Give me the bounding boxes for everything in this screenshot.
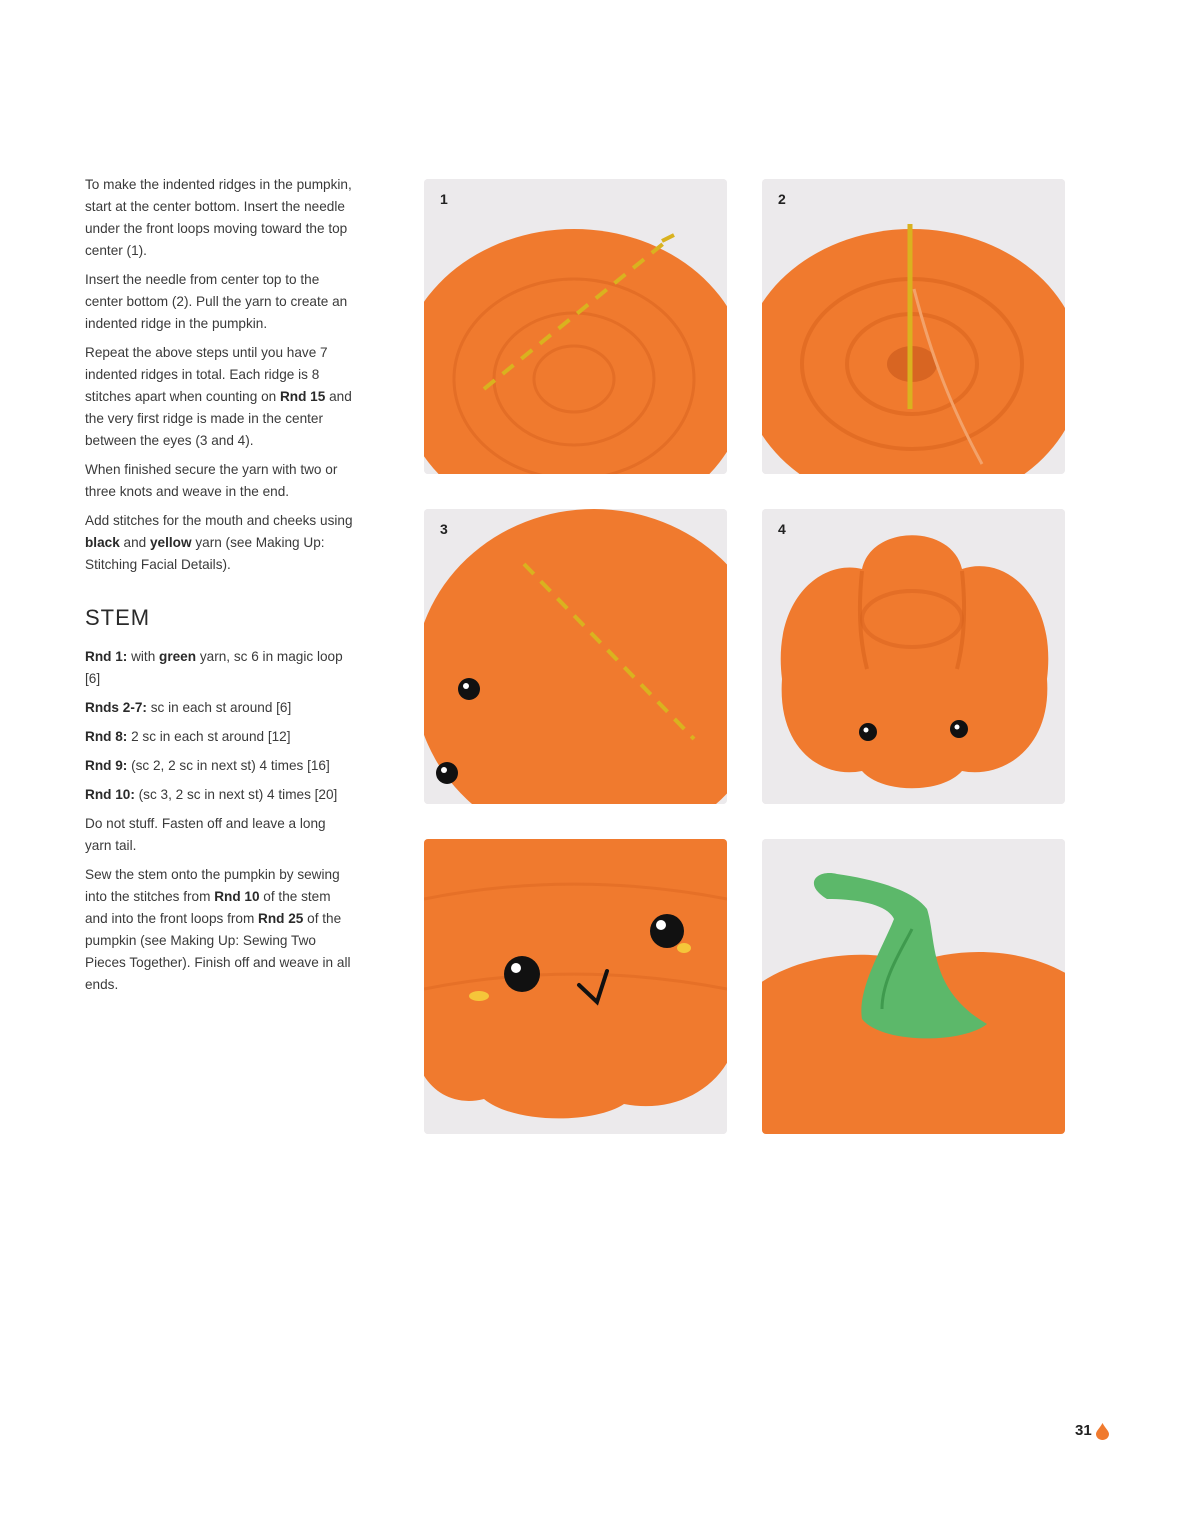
photo-step-3 bbox=[424, 509, 727, 804]
step-number-2: 2 bbox=[778, 191, 786, 207]
instructions-column bbox=[85, 174, 355, 1003]
photo-stem-closeup bbox=[762, 839, 1065, 1134]
pumpkin-finished-ridges-image bbox=[762, 509, 1065, 804]
paragraph-secure: When finished secure the yarn with two or three knots and weave in the end. bbox=[85, 462, 338, 499]
page-number: 31 bbox=[1075, 1422, 1092, 1439]
round-8: Rnd 8: 2 sc in each st around [12] bbox=[85, 729, 291, 744]
pumpkin-side-needle-image bbox=[424, 509, 727, 804]
stem-heading: STEM bbox=[85, 605, 151, 630]
round-9: Rnd 9: (sc 2, 2 sc in next st) 4 times [16] bbox=[85, 758, 330, 773]
photo-step-4 bbox=[762, 509, 1065, 804]
drop-icon bbox=[1096, 1423, 1109, 1440]
pumpkin-face-image bbox=[424, 839, 727, 1134]
pumpkin-top-needle-image bbox=[762, 179, 1065, 474]
step-number-3: 3 bbox=[440, 521, 448, 537]
photo-step-2 bbox=[762, 179, 1065, 474]
paragraph-repeat: Repeat the above steps until you have 7 indented ridges in total. Each ridge is 8 stitches apart when counting on Rnd 15 and the very first ridge is made in the center between the eyes (3 and 4). bbox=[85, 345, 352, 448]
step-number-1: 1 bbox=[440, 191, 448, 207]
paragraph-sew-stem: Sew the stem onto the pumpkin by sewing into the stitches from Rnd 10 of the stem and into the front loops from Rnd 25 of the pumpkin (see Making Up: Sewing Two Pieces Together). Finish off and weave in all ends. bbox=[85, 867, 351, 992]
photo-face-closeup bbox=[424, 839, 727, 1134]
rounds-2-7: Rnds 2-7: sc in each st around [6] bbox=[85, 700, 292, 715]
paragraph-fasten-off: Do not stuff. Fasten off and leave a long yarn tail. bbox=[85, 816, 326, 853]
step-number-4: 4 bbox=[778, 521, 786, 537]
pumpkin-stem-image bbox=[762, 839, 1065, 1134]
pumpkin-bottom-needle-image bbox=[424, 179, 727, 474]
round-1: Rnd 1: with green yarn, sc 6 in magic loop [6] bbox=[85, 649, 343, 686]
photo-step-1 bbox=[424, 179, 727, 474]
paragraph-center-top: Insert the needle from center top to the center bottom (2). Pull the yarn to create an indented ridge in the pumpkin. bbox=[85, 272, 348, 331]
paragraph-ridges-intro: To make the indented ridges in the pumpkin, start at the center bottom. Insert the needle under the front loops moving toward the top center (1). bbox=[85, 177, 352, 258]
round-10: Rnd 10: (sc 3, 2 sc in next st) 4 times [20] bbox=[85, 787, 338, 802]
paragraph-face-details: Add stitches for the mouth and cheeks using black and yellow yarn (see Making Up: Stitching Facial Details). bbox=[85, 513, 353, 572]
